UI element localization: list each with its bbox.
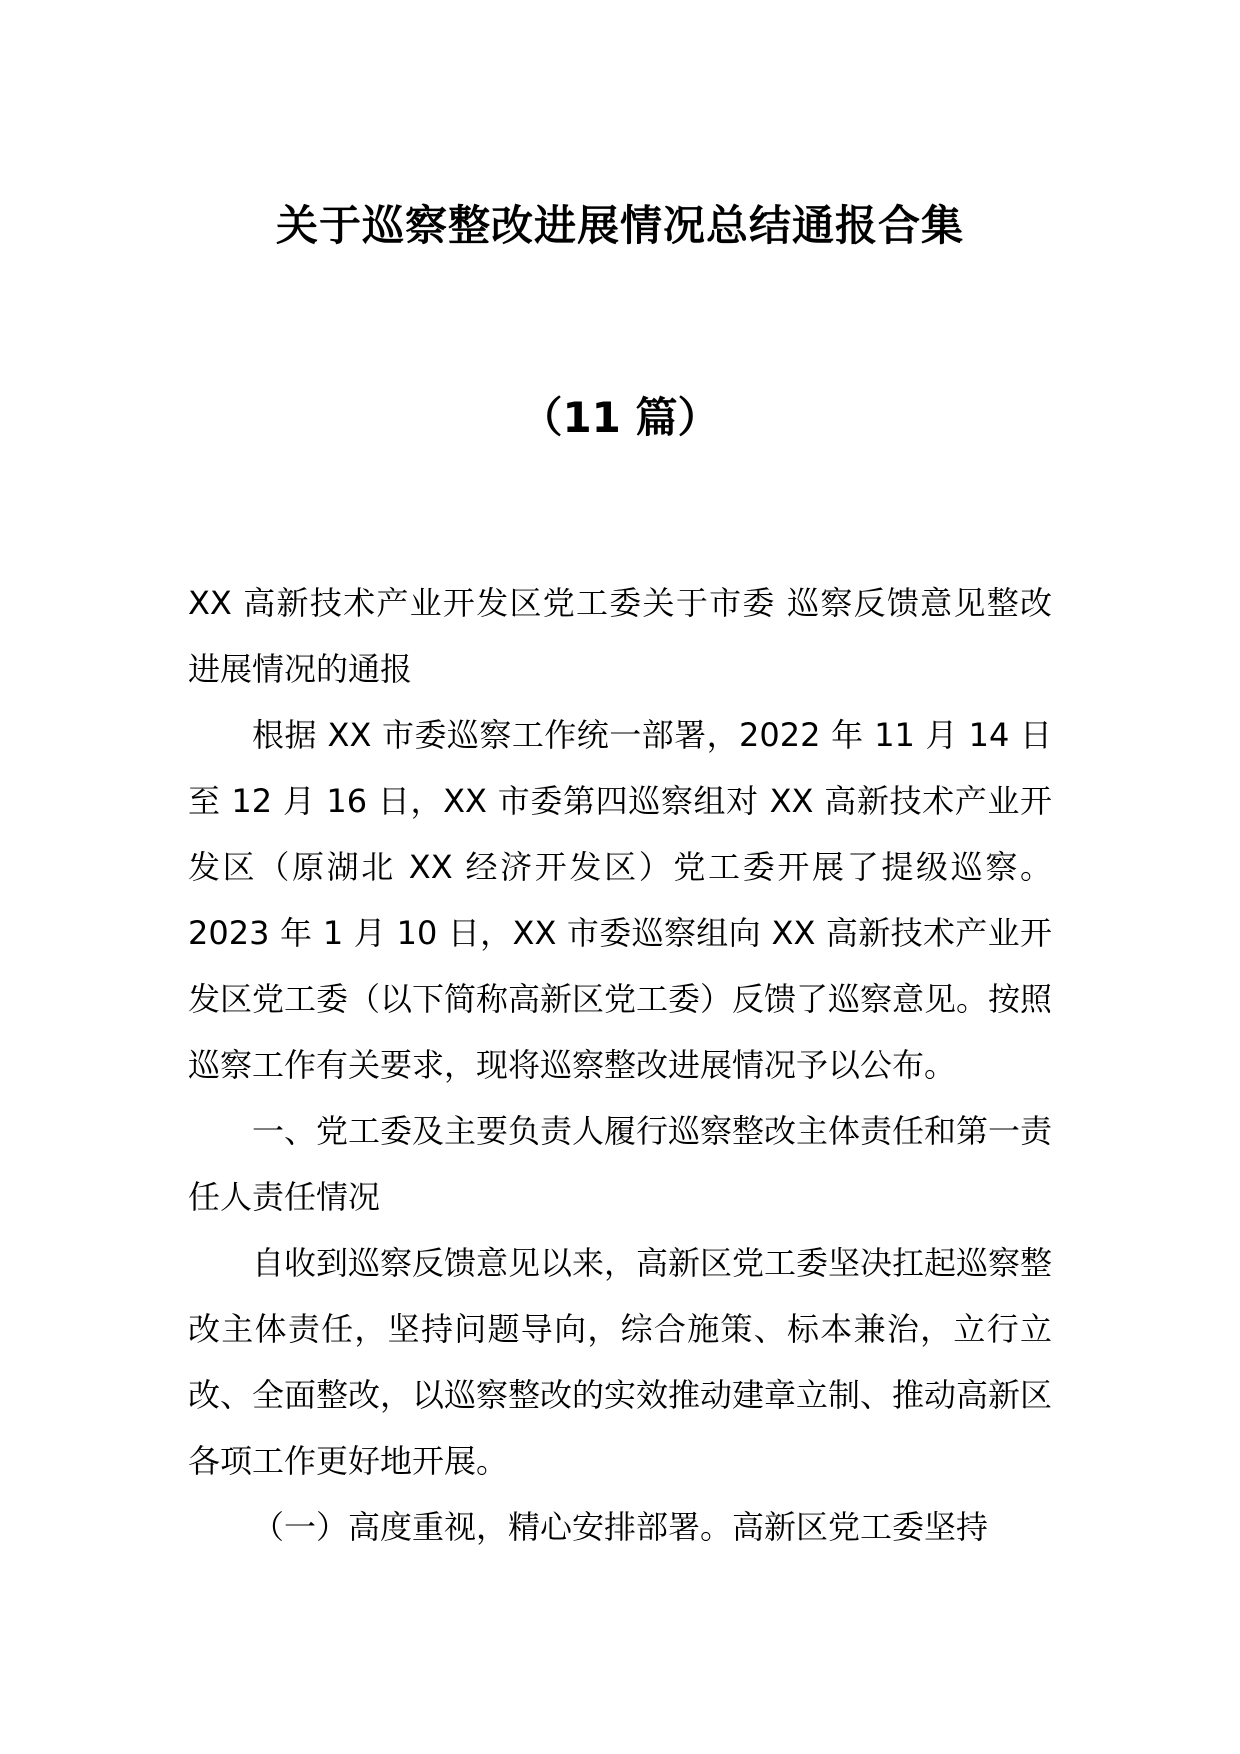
document-title: 关于巡察整改进展情况总结通报合集: [275, 201, 964, 250]
paragraph-subsection-one: （一）高度重视，精心安排部署。高新区党工委坚持: [252, 1508, 989, 1546]
document-subtitle: （11 篇）: [520, 393, 720, 442]
paragraph-section-one-heading: 一、党工委及主要负责人履行巡察整改主体责任和第一责任人责任情况: [188, 1112, 1053, 1216]
paragraph-heading-line: XX 高新技术产业开发区党工委关于市委 巡察反馈意见整改进展情况的通报: [188, 584, 1052, 688]
paragraph-intro: 根据 XX 市委巡察工作统一部署，2022 年 11 月 14 日至 12 月 16 日，XX 市委第四巡察组对 XX 高新技术产业开发区（原湖北 XX 经济开发区）党工委开展了提级巡察。2023 年 1 月 10 日，XX 市委巡察组向 XX 高新技术产业开发区党工委（以下简称高新区党工委）反馈了巡察意见。按照巡察工作有关要求，现将巡察整改进展情况予以公布。: [188, 716, 1053, 1084]
document-body: [188, 570, 1052, 1560]
paragraph-section-one-body: 自收到巡察反馈意见以来，高新区党工委坚决扛起巡察整改主体责任，坚持问题导向，综合施策、标本兼治，立行立改、全面整改，以巡察整改的实效推动建章立制、推动高新区各项工作更好地开展。: [188, 1244, 1053, 1480]
